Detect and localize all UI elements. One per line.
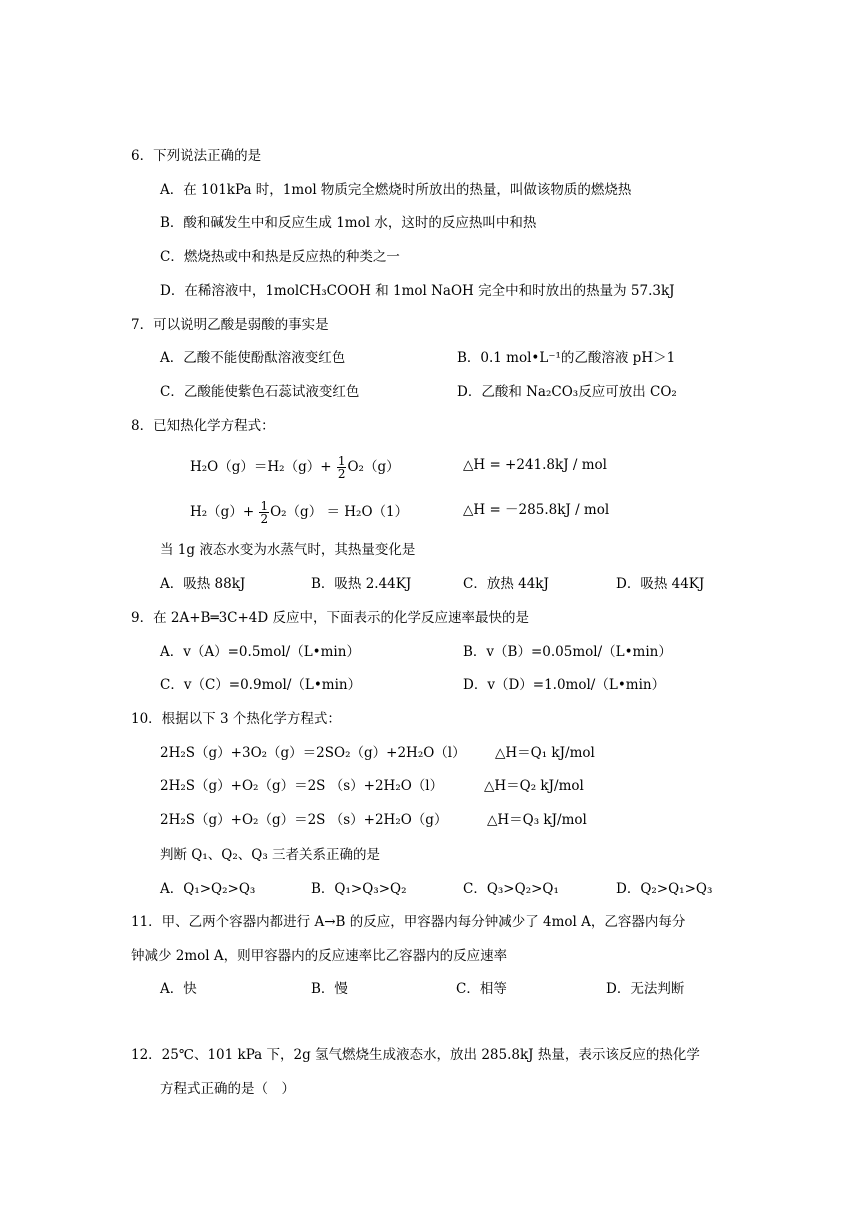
question-12-line-1: 12．25℃、101 kPa 下，2g 氢气燃烧生成液态水，放出 285.8kJ 热量，表示该反应的热化学 xyxy=(131,1047,700,1063)
fraction-denominator: 2 xyxy=(337,467,346,481)
question-10-equation-3: 2H₂S（g）+O₂（g）＝2S （s）+2H₂O（g） xyxy=(160,812,448,828)
question-10-equation-2: 2H₂S（g）+O₂（g）＝2S （s）+2H₂O（l） xyxy=(160,778,444,794)
question-10-option-c: C．Q₃>Q₂>Q₁ xyxy=(463,881,559,897)
eq1-right: O₂（g） xyxy=(347,459,400,475)
question-10-equation-2-enthalpy: △H＝Q₂ kJ/mol xyxy=(484,778,584,794)
question-8-equation-2-enthalpy: △H = －285.8kJ / mol xyxy=(463,502,610,518)
fraction-denominator: 2 xyxy=(260,512,269,526)
question-7-option-c: C．乙酸能使紫色石蕊试液变红色 xyxy=(160,384,360,400)
question-11-line-1: 11．甲、乙两个容器内都进行 A→B 的反应，甲容器内每分钟减少了 4mol A，乙容器内每分 xyxy=(131,914,686,930)
fraction-one-half xyxy=(259,500,269,525)
question-8-option-d: D．吸热 44KJ xyxy=(616,576,705,592)
fraction-numerator: 1 xyxy=(337,454,346,468)
question-9-stem: 9．在 2A+B═3C+4D 反应中，下面表示的化学反应速率最快的是 xyxy=(131,610,530,626)
question-11-line-2: 钟减少 2mol A，则甲容器内的反应速率比乙容器内的反应速率 xyxy=(131,948,508,964)
question-10-option-a: A．Q₁>Q₂>Q₃ xyxy=(160,881,256,897)
question-10-equation-1: 2H₂S（g）+3O₂（g）＝2SO₂（g）+2H₂O（l） xyxy=(160,745,466,761)
question-7-option-a: A．乙酸不能使酚酞溶液变红色 xyxy=(160,350,346,366)
question-11-option-a: A．快 xyxy=(160,981,197,997)
question-8-option-a: A．吸热 88kJ xyxy=(160,576,246,592)
question-7-option-d: D．乙酸和 Na₂CO₃反应可放出 CO₂ xyxy=(457,384,677,400)
question-10-option-b: B．Q₁>Q₃>Q₂ xyxy=(311,881,407,897)
question-8-equation-2 xyxy=(190,500,408,525)
question-10-question: 判断 Q₁、Q₂、Q₃ 三者关系正确的是 xyxy=(160,847,381,863)
question-6-option-c: C．燃烧热或中和热是反应热的种类之一 xyxy=(160,249,400,265)
question-10-option-d: D．Q₂>Q₁>Q₃ xyxy=(616,881,713,897)
fraction-numerator: 1 xyxy=(260,499,269,513)
question-8-option-c: C．放热 44kJ xyxy=(463,576,549,592)
eq2-left: H₂（g）+ xyxy=(190,504,255,520)
question-9-option-d: D．v（D）=1.0mol/（L•min） xyxy=(463,677,666,693)
question-7-option-b: B．0.1 mol•L⁻¹的乙酸溶液 pH＞1 xyxy=(457,350,676,366)
question-9-option-b: B．v（B）=0.05mol/（L•min） xyxy=(463,644,672,660)
question-8-equation-1 xyxy=(190,455,400,480)
question-6-option-a: A．在 101kPa 时，1mol 物质完全燃烧时所放出的热量，叫做该物质的燃烧热 xyxy=(160,182,632,198)
question-8-question: 当 1g 液态水变为水蒸气时，其热量变化是 xyxy=(160,542,416,558)
question-10-equation-1-enthalpy: △H＝Q₁ kJ/mol xyxy=(495,745,595,761)
question-10-stem: 10．根据以下 3 个热化学方程式： xyxy=(131,711,341,727)
question-7-stem: 7．可以说明乙酸是弱酸的事实是 xyxy=(131,317,329,333)
question-8-stem: 8．已知热化学方程式： xyxy=(131,418,275,434)
question-10-equation-3-enthalpy: △H＝Q₃ kJ/mol xyxy=(487,812,587,828)
fraction-one-half xyxy=(337,455,347,480)
eq2-right: O₂（g） ＝ H₂O（1） xyxy=(270,504,409,520)
question-11-option-d: D．无法判断 xyxy=(606,981,685,997)
eq1-left: H₂O（g）＝H₂（g）+ xyxy=(190,459,332,475)
question-6-stem: 6．下列说法正确的是 xyxy=(131,148,262,164)
question-12-line-2: 方程式正确的是（ ） xyxy=(160,1081,295,1097)
question-11-option-b: B．慢 xyxy=(311,981,348,997)
question-6-option-d: D．在稀溶液中，1molCH₃COOH 和 1mol NaOH 完全中和时放出的热量为 57.3kJ xyxy=(160,283,675,299)
question-6-option-b: B．酸和碱发生中和反应生成 1mol 水，这时的反应热叫中和热 xyxy=(160,215,537,231)
question-8-equation-1-enthalpy: △H = +241.8kJ / mol xyxy=(463,457,607,473)
question-11-option-c: C．相等 xyxy=(456,981,507,997)
question-8-option-b: B．吸热 2.44KJ xyxy=(311,576,412,592)
question-9-option-a: A．v（A）=0.5mol/（L•min） xyxy=(160,644,360,660)
question-9-option-c: C．v（C）=0.9mol/（L•min） xyxy=(160,677,362,693)
